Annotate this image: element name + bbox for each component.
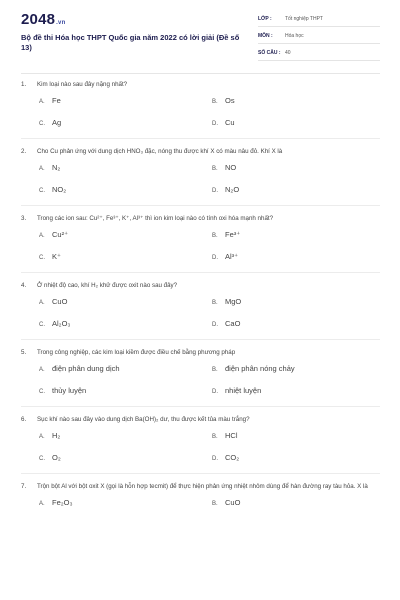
question-divider: [21, 406, 380, 407]
exam-meta: [258, 12, 380, 63]
question-stem: [21, 80, 380, 90]
option-letter: A.: [39, 367, 45, 373]
question-list: [0, 80, 400, 514]
option-text: MgO: [225, 297, 242, 306]
option-text: Fe³⁺: [225, 230, 241, 239]
meta-label: LỚP :: [258, 16, 272, 22]
question-4: [0, 281, 400, 340]
site-logo[interactable]: 2048.vn: [21, 11, 66, 28]
option-b[interactable]: [212, 425, 385, 447]
option-text: H₂: [52, 431, 61, 440]
option-letter: C.: [39, 322, 45, 328]
option-text: Al³⁺: [225, 252, 239, 261]
meta-subject-row: [258, 29, 380, 44]
option-d[interactable]: [212, 447, 385, 469]
question-number: 4.: [21, 282, 27, 289]
question-text: Sục khí nào sau đây vào dung dịch Ba(OH)₂ dư, thu được kết tủa màu trắng?: [37, 416, 250, 423]
option-text: K⁺: [52, 252, 61, 261]
question-1: [0, 80, 400, 139]
question-stem: [21, 147, 380, 157]
option-a[interactable]: [39, 224, 212, 246]
option-a[interactable]: [39, 90, 212, 112]
option-letter: A.: [39, 99, 45, 105]
option-text: Os: [225, 96, 235, 105]
option-a[interactable]: [39, 157, 212, 179]
option-d[interactable]: [212, 179, 385, 201]
option-letter: D.: [212, 322, 218, 328]
option-b[interactable]: [212, 157, 385, 179]
option-list: [39, 224, 380, 268]
option-letter: A.: [39, 166, 45, 172]
option-text: O₂: [52, 453, 61, 462]
option-letter: B.: [212, 501, 218, 507]
question-2: [0, 147, 400, 206]
option-letter: C.: [39, 121, 45, 127]
option-a[interactable]: [39, 492, 212, 514]
question-text: Kim loại nào sau đây nặng nhất?: [37, 81, 128, 88]
option-text: N₂: [52, 163, 61, 172]
option-c[interactable]: [39, 447, 212, 469]
option-list: [39, 157, 380, 201]
option-b[interactable]: [212, 291, 385, 313]
meta-value: Hóa học: [285, 33, 304, 39]
option-letter: B.: [212, 300, 218, 306]
question-stem: [21, 482, 380, 492]
option-text: thủy luyện: [52, 386, 87, 395]
option-b[interactable]: [212, 224, 385, 246]
option-letter: B.: [212, 99, 218, 105]
page-header: [0, 0, 400, 74]
meta-count-row: [258, 46, 380, 61]
page-title: Bộ đề thi Hóa học THPT Quốc gia năm 2022 có lời giải (Đề số 13): [21, 33, 240, 52]
question-divider: [21, 272, 380, 273]
option-letter: D.: [212, 255, 218, 261]
question-text: Trong các ion sau: Cu²⁺, Fe³⁺, K⁺, Al³⁺ thì ion kim loại nào có tính oxi hóa mạnh nhất?: [37, 215, 274, 222]
question-5: [0, 348, 400, 407]
option-d[interactable]: [212, 246, 385, 268]
option-list: [39, 90, 380, 134]
option-list: [39, 492, 380, 514]
question-number: 7.: [21, 483, 27, 490]
question-7: [0, 482, 400, 514]
meta-label: SỐ CÂU :: [258, 50, 281, 56]
option-letter: B.: [212, 166, 218, 172]
option-text: CO₂: [225, 453, 240, 462]
option-c[interactable]: [39, 380, 212, 402]
option-a[interactable]: [39, 425, 212, 447]
option-text: Cu²⁺: [52, 230, 69, 239]
option-list: [39, 291, 380, 335]
option-letter: B.: [212, 233, 218, 239]
question-3: [0, 214, 400, 273]
option-d[interactable]: [212, 112, 385, 134]
option-letter: D.: [212, 188, 218, 194]
option-letter: D.: [212, 389, 218, 395]
question-divider: [21, 138, 380, 139]
question-number: 1.: [21, 81, 27, 88]
option-list: [39, 358, 380, 402]
question-number: 5.: [21, 349, 27, 356]
question-number: 6.: [21, 416, 27, 423]
option-letter: A.: [39, 300, 45, 306]
question-number: 3.: [21, 215, 27, 222]
header-divider: [21, 73, 380, 74]
option-c[interactable]: [39, 112, 212, 134]
option-text: Ag: [52, 118, 62, 127]
option-text: điện phân dung dịch: [52, 364, 120, 373]
option-c[interactable]: [39, 313, 212, 335]
option-letter: B.: [212, 367, 218, 373]
question-number: 2.: [21, 148, 27, 155]
meta-value: 40: [285, 50, 291, 56]
option-letter: C.: [39, 389, 45, 395]
option-letter: D.: [212, 456, 218, 462]
option-text: Fe₂O₃: [52, 498, 73, 507]
option-text: Al₂O₃: [52, 319, 71, 328]
option-d[interactable]: [212, 313, 385, 335]
question-divider: [21, 473, 380, 474]
option-letter: A.: [39, 233, 45, 239]
option-text: HCl: [225, 431, 238, 440]
option-b[interactable]: [212, 492, 385, 514]
question-stem: [21, 348, 380, 358]
option-a[interactable]: [39, 358, 212, 380]
question-text: Trộn bột Al với bột oxit X (gọi là hỗn hợp tecmit) để thực hiện phản ứng nhiệt nhôm dùng để hàn đường ray tàu hỏa. X là: [37, 483, 368, 490]
option-letter: D.: [212, 121, 218, 127]
question-divider: [21, 205, 380, 206]
option-text: NO: [225, 163, 237, 172]
option-c[interactable]: [39, 246, 212, 268]
option-list: [39, 425, 380, 469]
option-text: điện phân nóng chảy: [225, 364, 295, 373]
option-letter: A.: [39, 501, 45, 507]
option-text: Fe: [52, 96, 61, 105]
option-text: nhiệt luyện: [225, 386, 262, 395]
option-letter: A.: [39, 434, 45, 440]
meta-label: MÔN :: [258, 33, 273, 39]
option-letter: B.: [212, 434, 218, 440]
question-stem: [21, 214, 380, 224]
question-text: Ở nhiệt độ cao, khí H₂ khử được oxit nào sau đây?: [37, 282, 178, 289]
question-text: Trong công nghiệp, các kim loại kiềm được điều chế bằng phương pháp: [37, 349, 236, 356]
option-a[interactable]: [39, 291, 212, 313]
option-letter: C.: [39, 255, 45, 261]
option-b[interactable]: [212, 358, 385, 380]
option-b[interactable]: [212, 90, 385, 112]
option-text: N₂O: [225, 185, 240, 194]
option-text: CuO: [225, 498, 241, 507]
option-text: Cu: [225, 118, 235, 127]
option-text: CaO: [225, 319, 241, 328]
meta-class-row: [258, 12, 380, 27]
question-6: [0, 415, 400, 474]
option-text: CuO: [52, 297, 68, 306]
option-text: NO₂: [52, 185, 67, 194]
option-letter: C.: [39, 188, 45, 194]
question-text: Cho Cu phản ứng với dung dịch HNO₃ đặc, nóng thu được khí X có màu nâu đỏ. Khí X là: [37, 148, 283, 155]
question-stem: [21, 281, 380, 291]
option-c[interactable]: [39, 179, 212, 201]
meta-value: Tốt nghiệp THPT: [285, 16, 323, 22]
option-letter: C.: [39, 456, 45, 462]
option-d[interactable]: [212, 380, 385, 402]
question-divider: [21, 339, 380, 340]
question-stem: [21, 415, 380, 425]
